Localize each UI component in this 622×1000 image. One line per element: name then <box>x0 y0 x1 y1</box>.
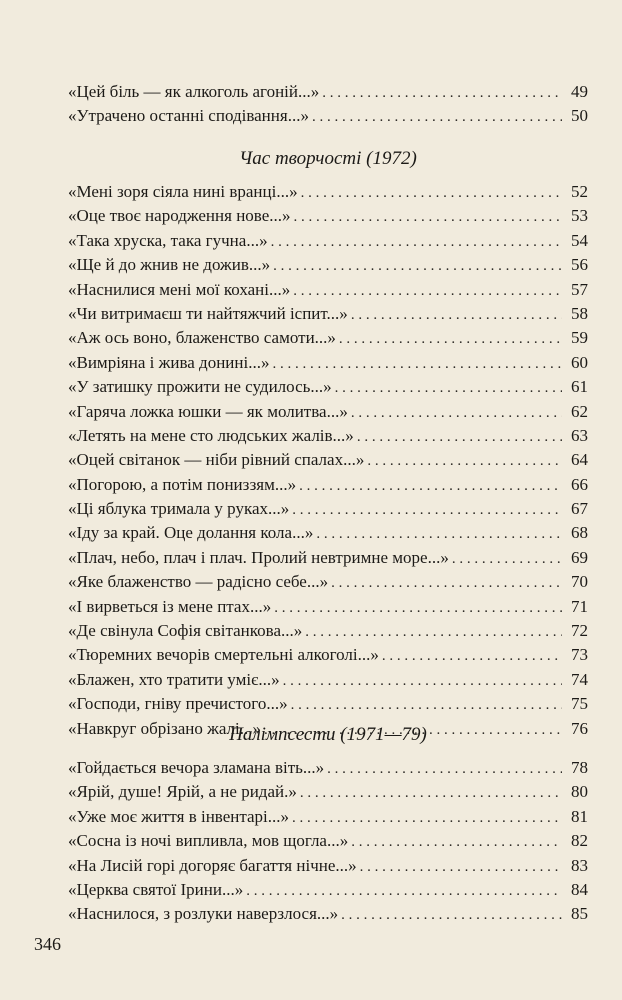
toc-entry <box>68 326 588 350</box>
leader-dots <box>273 254 562 278</box>
entry-title: «Гаряча ложка юшки — як молитва...» <box>68 401 348 421</box>
toc-entry <box>68 854 588 878</box>
entry-page: 49 <box>571 82 588 101</box>
entry-page: 75 <box>571 694 588 714</box>
toc-entry <box>68 80 588 104</box>
toc-entry <box>68 902 588 926</box>
entry-title: «Плач, небо, плач і плач. Пролий невтримне море...» <box>68 547 449 567</box>
leader-dots <box>272 352 562 376</box>
leader-dots <box>292 806 562 830</box>
entry-title: «Яке блаженство — радісно себе...» <box>68 572 329 592</box>
leader-dots <box>299 474 562 498</box>
entry-page: 64 <box>571 450 588 470</box>
toc-section-chas-tvorchosti <box>68 180 588 741</box>
entry-page: 71 <box>571 596 588 616</box>
toc-entry <box>68 302 588 326</box>
entry-page: 56 <box>571 255 588 275</box>
page-number: 346 <box>34 934 61 954</box>
entry-page: 83 <box>571 855 588 875</box>
entry-title: «Навкруг обрізано жалі...» <box>68 718 261 738</box>
entry-title: «Аж ось воно, блаженство самоти...» <box>68 328 336 348</box>
entry-title: «Утрачено останні сподівання...» <box>68 106 309 126</box>
entry-title: «Наснилися мені мої кохані...» <box>68 279 291 299</box>
entry-page: 78 <box>571 758 588 777</box>
toc-entry <box>68 400 588 424</box>
entry-title: «І вирветься із мене птах...» <box>68 596 272 616</box>
entry-page: 73 <box>571 645 588 665</box>
toc-entry <box>68 253 588 277</box>
entry-title: «Де свінула Софія світанкова...» <box>68 621 303 641</box>
leader-dots <box>271 230 562 254</box>
leader-dots <box>360 855 562 879</box>
entry-title: «Мені зоря сіяла нині вранці...» <box>68 182 298 201</box>
entry-title: «Ще й до жнив не дожив...» <box>68 255 271 275</box>
entry-title: «Наснилося, з розлуки наверзлося...» <box>68 904 339 924</box>
leader-dots <box>452 547 562 571</box>
entry-page: 63 <box>571 425 588 445</box>
toc-entry <box>68 595 588 619</box>
entry-page: 57 <box>571 279 588 299</box>
toc-entry <box>68 805 588 829</box>
leader-dots <box>316 522 562 546</box>
leader-dots <box>305 620 562 644</box>
entry-page: 67 <box>571 499 588 519</box>
toc-entry <box>68 229 588 253</box>
entry-title: «Іду за край. Оце долання кола...» <box>68 523 314 543</box>
leader-dots <box>367 449 562 473</box>
entry-title: «Оцей світанок — ніби рівний спалах...» <box>68 450 365 470</box>
leader-dots <box>283 669 562 693</box>
section-heading: Палімпсести (1971—79) <box>229 724 427 745</box>
leader-dots <box>351 830 562 854</box>
entry-page: 81 <box>571 806 588 826</box>
toc-entry <box>68 619 588 643</box>
toc-entry <box>68 424 588 448</box>
entry-title: «Летять на мене сто людських жалів...» <box>68 425 354 445</box>
entry-title: «Господи, гніву пречистого...» <box>68 694 288 714</box>
entry-title: «На Лисій горі догоряє багаття нічне...» <box>68 855 357 875</box>
entry-page: 53 <box>571 206 588 226</box>
leader-dots <box>246 879 562 903</box>
leader-dots <box>357 425 562 449</box>
toc-entry <box>68 278 588 302</box>
entry-title: «Погорою, а потім пониззям...» <box>68 474 297 494</box>
entry-title: «Ярій, душе! Ярій, а не ридай.» <box>68 782 297 802</box>
entry-page: 52 <box>571 182 588 201</box>
leader-dots <box>300 781 562 805</box>
entry-title: «Церква святої Ірини...» <box>68 879 244 899</box>
entry-title: «Оце твоє народження нове...» <box>68 206 291 226</box>
toc-entry <box>68 829 588 853</box>
toc-entry <box>68 878 588 902</box>
entry-page: 66 <box>571 474 588 494</box>
entry-page: 82 <box>571 831 588 851</box>
entry-page: 60 <box>571 352 588 372</box>
toc-entry <box>68 780 588 804</box>
entry-page: 85 <box>571 904 588 924</box>
leader-dots <box>294 205 562 229</box>
entry-page: 68 <box>571 523 588 543</box>
toc-entry <box>68 351 588 375</box>
leader-dots <box>291 693 562 717</box>
entry-page: 76 <box>571 718 588 738</box>
entry-title: «Тюремних вечорів смертельні алкоголі...» <box>68 645 379 665</box>
toc-entry <box>68 643 588 667</box>
entry-page: 58 <box>571 303 588 323</box>
toc-entry <box>68 570 588 594</box>
leader-dots <box>339 327 562 351</box>
entry-title: «Уже моє життя в інвентарі...» <box>68 806 290 826</box>
toc-entry <box>68 473 588 497</box>
entry-page: 50 <box>571 106 588 126</box>
toc-entry <box>68 546 588 570</box>
leader-dots <box>351 401 562 425</box>
entry-page: 74 <box>571 669 588 689</box>
entry-title: «Блажен, хто тратити уміє...» <box>68 669 280 689</box>
leader-dots <box>335 376 562 400</box>
entry-title: «Цей біль — як алкоголь агоній...» <box>68 82 320 101</box>
section-heading: Час творчості (1972) <box>239 148 417 169</box>
entry-title: «Ці яблука тримала у руках...» <box>68 499 290 519</box>
toc-entry <box>68 692 588 716</box>
entry-page: 72 <box>571 621 588 641</box>
toc-section-palimpsesty <box>68 756 588 927</box>
leader-dots <box>293 279 562 303</box>
toc-entry <box>68 668 588 692</box>
entry-title: «Чи витримаєш ти найтяжчий іспит...» <box>68 303 348 323</box>
entry-page: 70 <box>571 572 588 592</box>
entry-page: 59 <box>571 328 588 348</box>
entry-title: «У затишку прожити не судилось...» <box>68 377 332 397</box>
leader-dots <box>301 181 562 205</box>
leader-dots <box>341 903 562 927</box>
leader-dots <box>327 757 562 781</box>
leader-dots <box>382 644 562 668</box>
leader-dots <box>322 81 562 105</box>
toc-entry <box>68 521 588 545</box>
entry-page: 84 <box>571 879 588 899</box>
entry-title: «Гойдається вечора зламана віть...» <box>68 758 325 777</box>
leader-dots <box>351 303 562 327</box>
leader-dots <box>292 498 562 522</box>
toc-entry <box>68 497 588 521</box>
toc-entry <box>68 448 588 472</box>
entry-page: 80 <box>571 782 588 802</box>
leader-dots <box>331 571 562 595</box>
toc-entry <box>68 180 588 204</box>
leader-dots <box>312 105 562 129</box>
entry-page: 54 <box>571 230 588 250</box>
entry-title: «Така хруска, така гучна...» <box>68 230 268 250</box>
toc-entry <box>68 375 588 399</box>
toc-entry <box>68 756 588 780</box>
entry-page: 62 <box>571 401 588 421</box>
entry-title: «Вимріяна і жива донині...» <box>68 352 270 372</box>
entry-page: 61 <box>571 377 588 397</box>
leader-dots <box>274 596 562 620</box>
entry-title: «Сосна із ночі випливла, мов щогла...» <box>68 831 349 851</box>
toc-group-top <box>68 80 588 129</box>
toc-entry <box>68 204 588 228</box>
entry-page: 69 <box>571 547 588 567</box>
toc-entry <box>68 104 588 128</box>
